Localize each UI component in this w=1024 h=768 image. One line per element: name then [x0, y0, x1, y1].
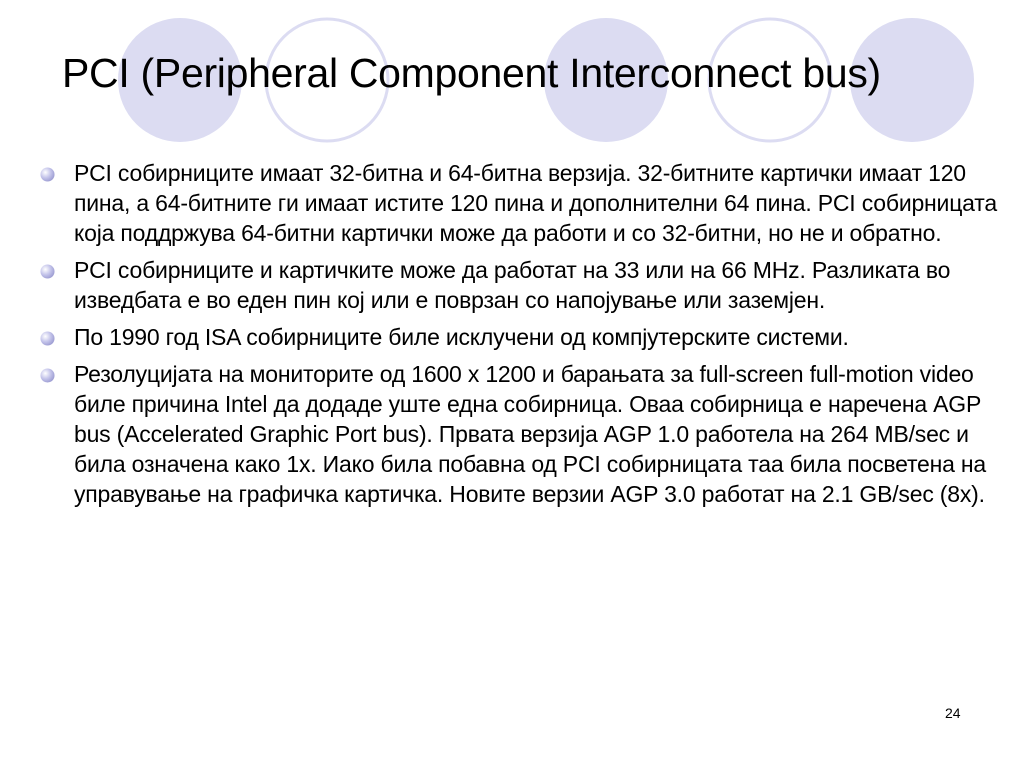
- bullet-text: По 1990 год ISA собирниците биле исклучени од компјутерските системи.: [74, 324, 849, 350]
- sphere-bullet-icon: [40, 331, 55, 346]
- bullet-text: PCI собирниците и картичките може да работат на 33 или на 66 MHz. Разликата во изведбата е во еден пин кој или е поврзан со напојување или заземјен.: [74, 257, 951, 313]
- sphere-bullet-icon: [40, 264, 55, 279]
- bullet-list: [40, 158, 1005, 516]
- page-number: 24: [945, 705, 961, 721]
- sphere-bullet-icon: [40, 368, 55, 383]
- slide-title: PCI (Peripheral Component Interconnect bus): [62, 50, 881, 96]
- bullet-item: [40, 158, 1005, 248]
- bullet-text: PCI собирниците имаат 32-битна и 64-битна верзија. 32-битните картички имаат 120 пина, а 64-битните ги имаат истите 120 пина и дополнителни 64 пина. PCI собирницата која поддржува 64-битни картички може да работи и со 32-битни, но не и обратно.: [74, 160, 997, 246]
- sphere-bullet-icon: [40, 167, 55, 182]
- bullet-item: [40, 359, 1005, 509]
- bullet-text: Резолуцијата на мониторите од 1600 x 1200 и барањата за full-screen full-motion video биле причина Intel да додаде уште една собирница. Оваа собирница е наречена AGP bus (Accelerated Graphic Port bus). Првата верзија AGP 1.0 работела на 264 MB/sec и била означена како 1x. Иако била побавна од PCI собирницата таа била посветена на управување на графичка картичка. Новите верзии AGP 3.0 работат на 2.1 GB/sec (8x).: [74, 361, 987, 507]
- bullet-item: [40, 255, 1005, 315]
- bullet-item: [40, 322, 1005, 352]
